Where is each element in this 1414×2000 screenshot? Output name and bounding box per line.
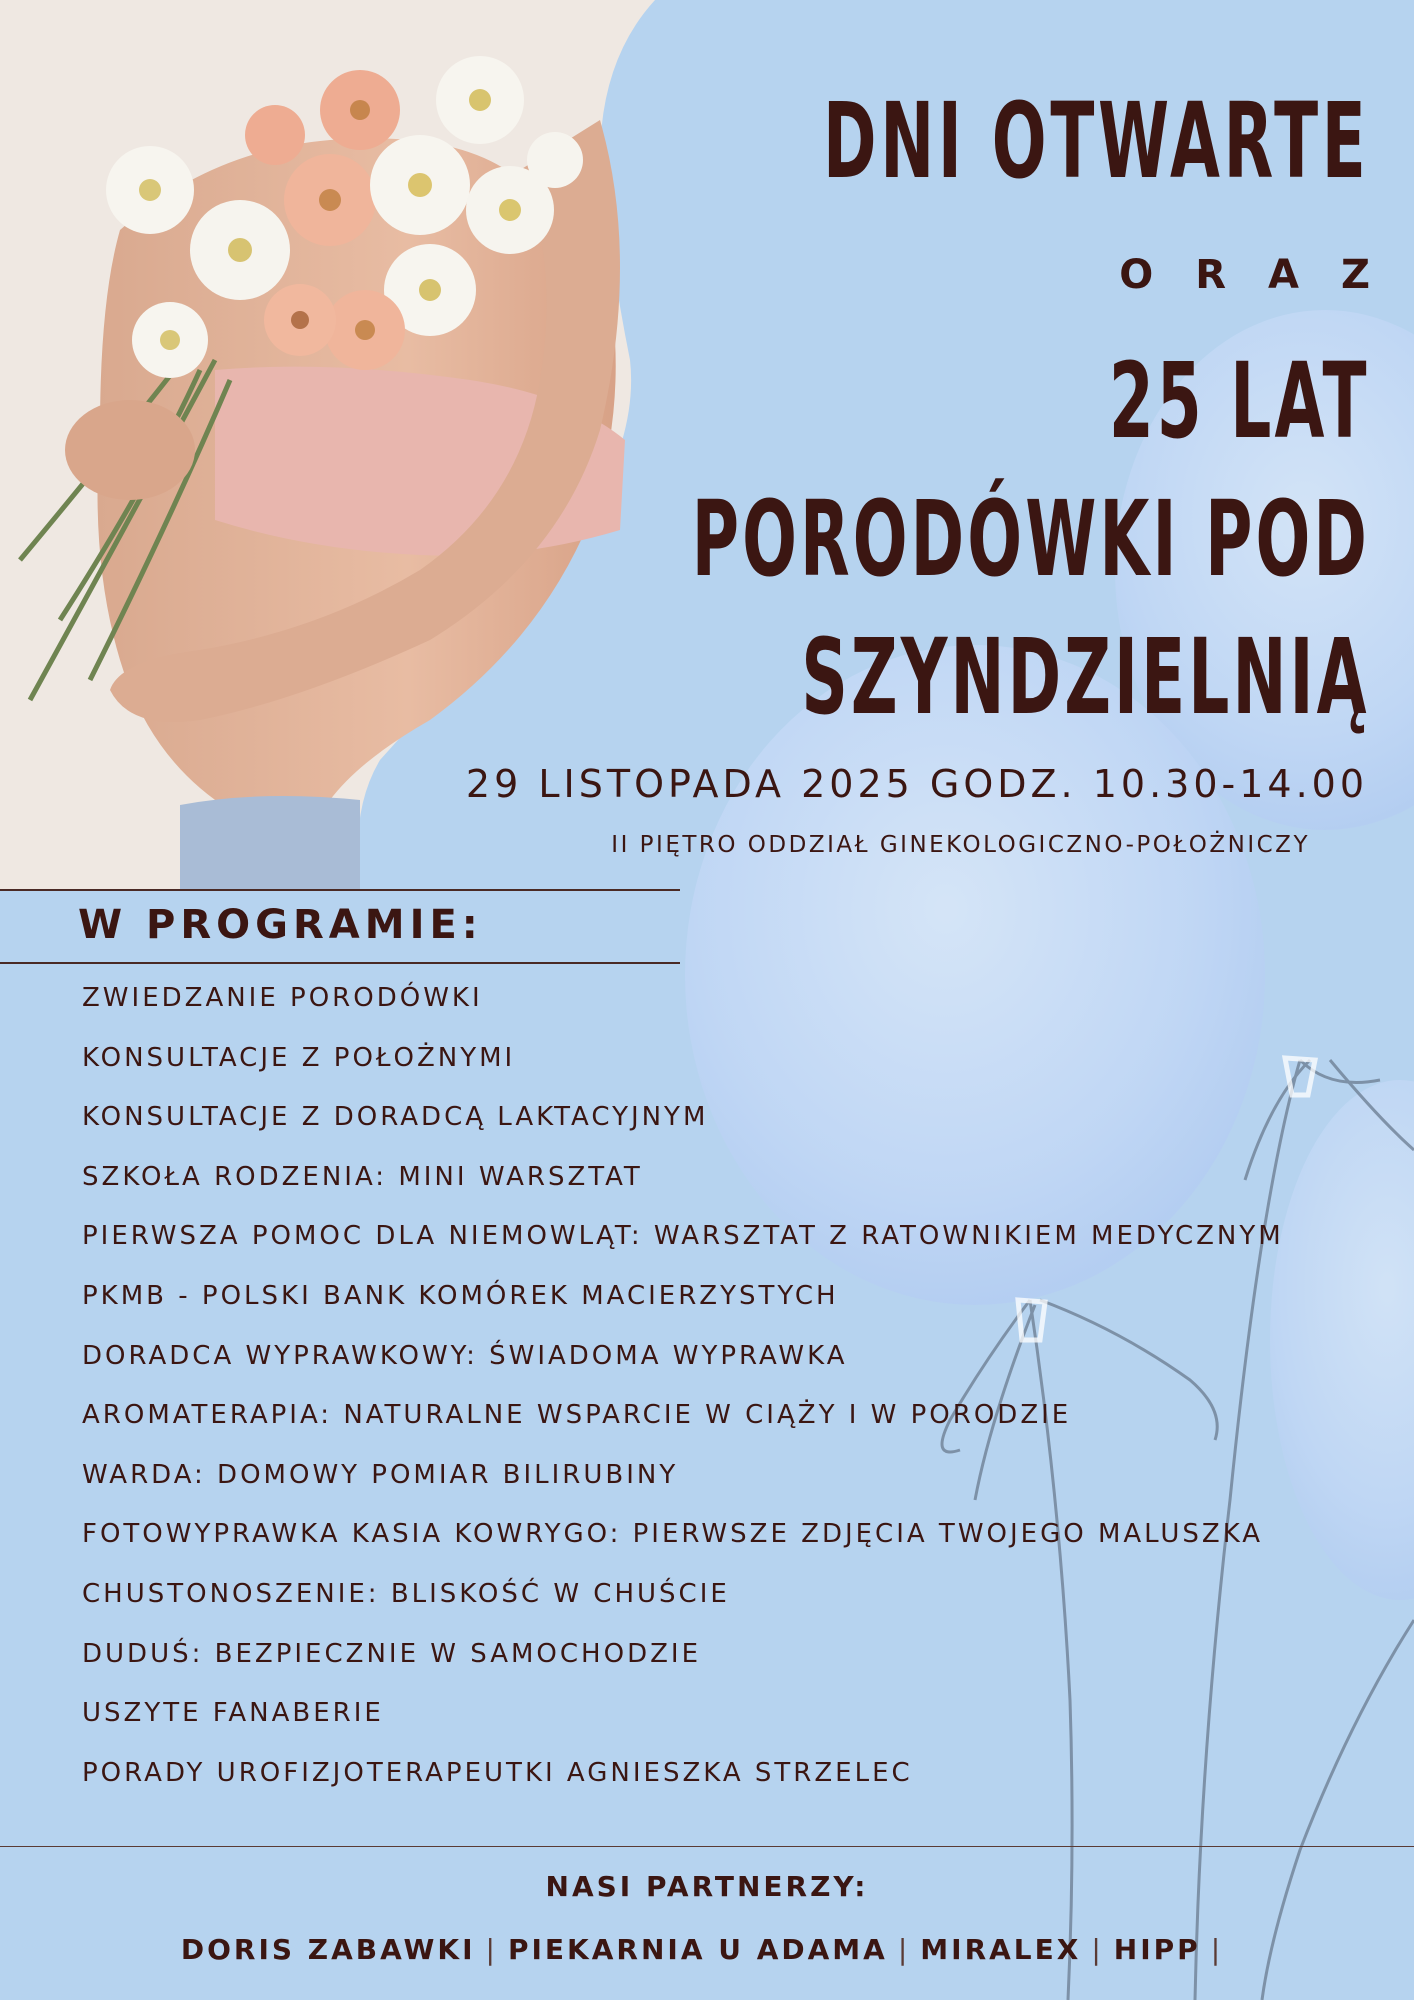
partner-name: PIEKARNIA U ADAMA — [507, 1933, 888, 1966]
title-line-3: PORODÓWKI POD — [691, 478, 1370, 600]
program-list — [82, 978, 1284, 1812]
title-connector: ORAZ — [1119, 252, 1412, 298]
photo-illustration — [0, 0, 655, 890]
partners-list — [0, 1933, 1414, 1966]
partners-heading: NASI PARTNERZY: — [545, 1870, 869, 1903]
program-item: USZYTE FANABERIE — [82, 1698, 384, 1729]
hand-shape — [65, 400, 195, 500]
program-item: AROMATERAPIA: NATURALNE WSPARCIE W CIĄŻY I W PORODZIE — [82, 1400, 1072, 1431]
partner-name: HIPP — [1113, 1933, 1201, 1966]
program-item: KONSULTACJE Z POŁOŻNYMI — [82, 1042, 516, 1073]
program-heading-rule — [0, 962, 680, 964]
partner-separator: | — [1091, 1933, 1104, 1966]
program-item: PIERWSZA POMOC DLA NIEMOWLĄT: WARSZTAT Z RATOWNIKIEM MEDYCZNYM — [82, 1221, 1284, 1252]
event-location: II PIĘTRO ODDZIAŁ GINEKOLOGICZNO-POŁOŻNICZY — [611, 832, 1310, 858]
title-line-1: DNI OTWARTE — [823, 80, 1370, 202]
program-item: SZKOŁA RODZENIA: MINI WARSZTAT — [82, 1161, 643, 1192]
program-top-rule — [0, 889, 680, 891]
program-item: PORADY UROFIZJOTERAPEUTKI AGNIESZKA STRZELEC — [82, 1757, 913, 1788]
partner-separator: | — [485, 1933, 498, 1966]
program-item: CHUSTONOSZENIE: BLISKOŚĆ W CHUŚCIE — [82, 1578, 730, 1609]
partner-name: MIRALEX — [920, 1933, 1082, 1966]
balloon-right — [1270, 1080, 1414, 1600]
title-line-2: 25 LAT — [1109, 340, 1370, 462]
program-item: ZWIEDZANIE PORODÓWKI — [82, 983, 483, 1013]
program-item: DORADCA WYPRAWKOWY: ŚWIADOMA WYPRAWKA — [82, 1340, 848, 1371]
program-item: DUDUŚ: BEZPIECZNIE W SAMOCHODZIE — [82, 1638, 701, 1669]
jeans-shape — [180, 796, 360, 890]
program-item: FOTOWYPRAWKA KASIA KOWRYGO: PIERWSZE ZDJĘCIA TWOJEGO MALUSZKA — [82, 1519, 1264, 1550]
partner-name: DORIS ZABAWKI — [180, 1933, 476, 1966]
partner-separator: | — [897, 1933, 911, 1966]
program-item: PKMB - POLSKI BANK KOMÓREK MACIERZYSTYCH — [82, 1280, 839, 1311]
partners-divider — [0, 1846, 1414, 1847]
event-date-time: 29 LISTOPADA 2025 GODZ. 10.30-14.00 — [465, 762, 1368, 806]
program-heading: W PROGRAMIE: — [78, 902, 483, 948]
program-item: KONSULTACJE Z DORADCĄ LAKTACYJNYM — [82, 1102, 709, 1133]
title-line-4: SZYNDZIELNIĄ — [801, 616, 1370, 738]
program-item: WARDA: DOMOWY POMIAR BILIRUBINY — [82, 1459, 679, 1490]
partner-separator: | — [1210, 1933, 1224, 1966]
